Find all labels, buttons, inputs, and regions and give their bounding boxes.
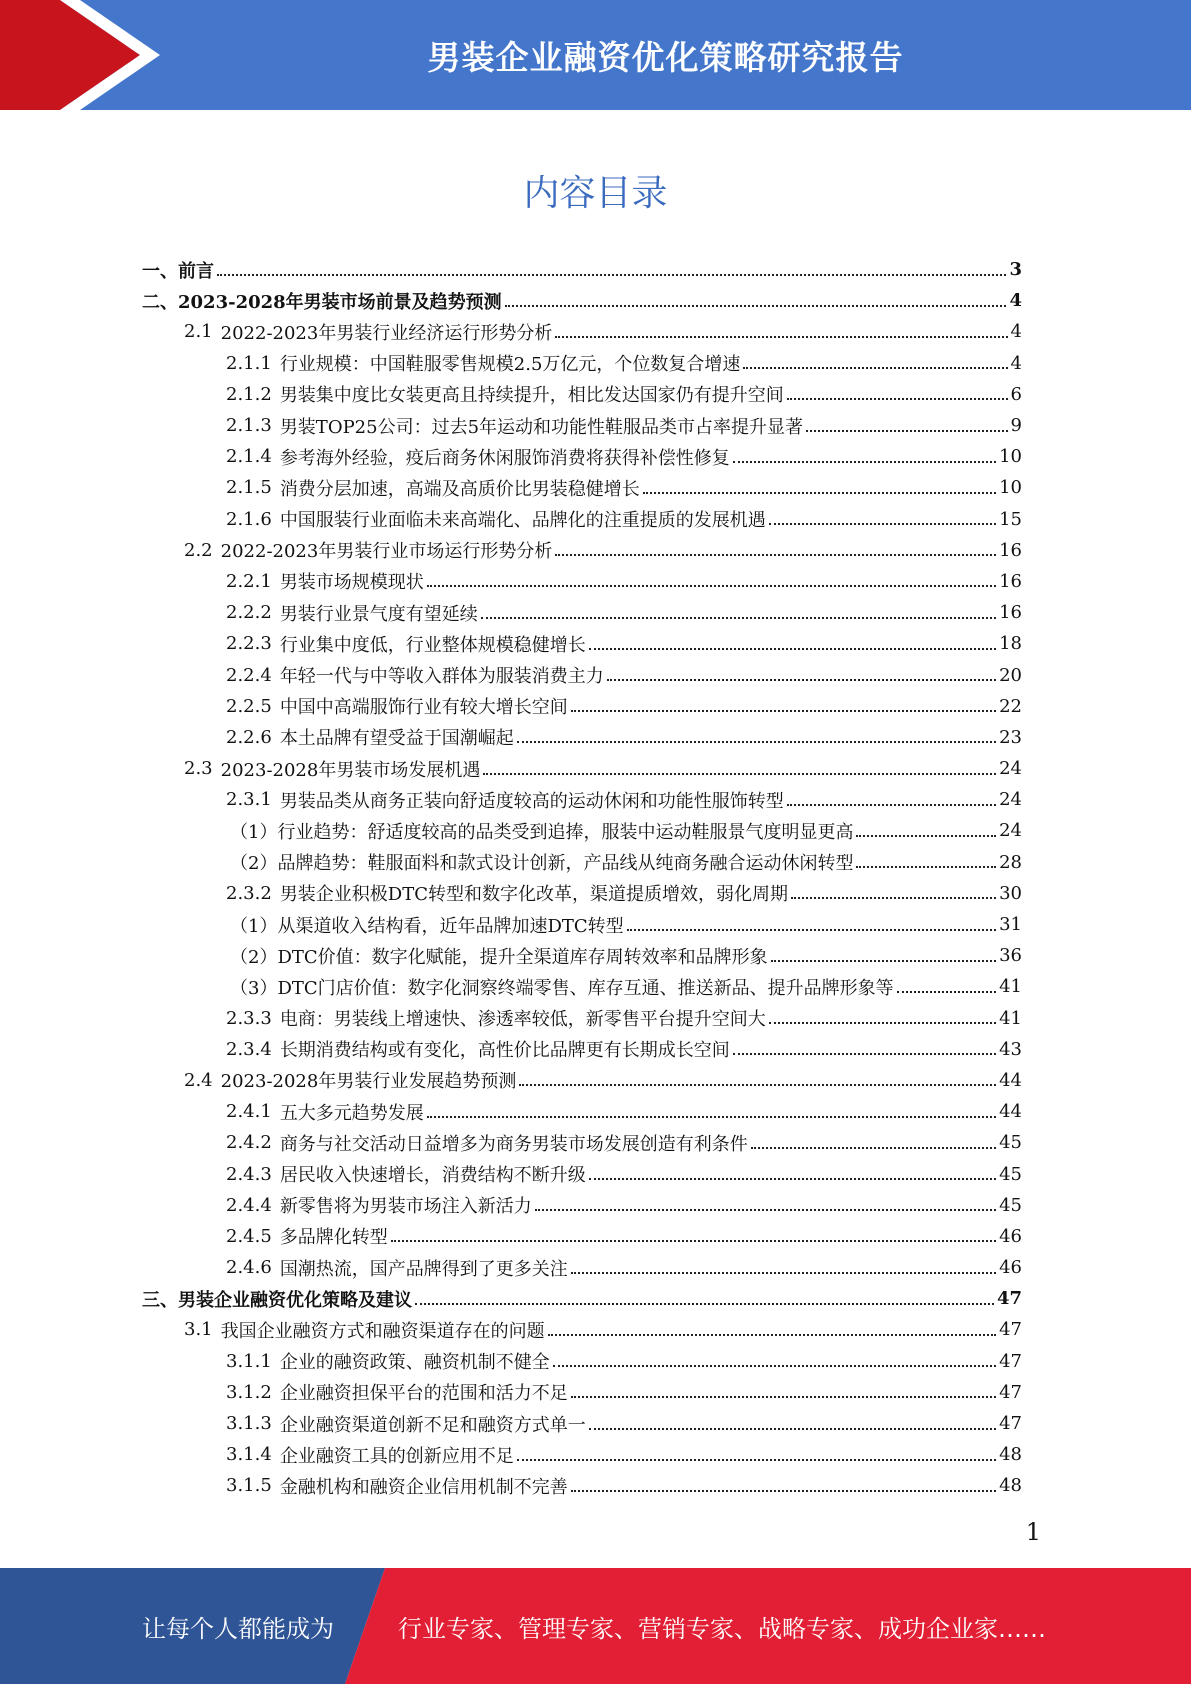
toc-entry-title: 中国中高端服饰行业有较大增长空间 <box>279 697 568 719</box>
toc-entry-number: 3.1 <box>184 1319 213 1341</box>
toc-entry-title: 企业融资工具的创新应用不足 <box>279 1445 514 1467</box>
toc-entry-number: 2.1.6 <box>226 508 272 530</box>
toc-entry[interactable] <box>142 1221 1022 1252</box>
toc-entry-number: 2.1.3 <box>226 415 272 437</box>
toc-entry-title: 从渠道收入结构看，近年品牌加速DTC转型 <box>277 915 624 937</box>
toc-entry[interactable] <box>142 285 1022 316</box>
toc-entry-number: 2.4.6 <box>226 1257 272 1279</box>
toc-entry-page: 44 <box>999 1101 1022 1123</box>
toc-entry[interactable] <box>142 504 1022 535</box>
toc-entry-page: 4 <box>1009 290 1022 312</box>
toc-entry-title: 行业规模：中国鞋服零售规模2.5万亿元，个位数复合增速 <box>279 354 741 376</box>
toc-entry-title: 2023-2028年男装市场前景及趋势预测 <box>178 291 502 313</box>
page-number: 1 <box>1025 1518 1041 1546</box>
toc-entry-title: 多品牌化转型 <box>279 1227 388 1249</box>
toc-entry-number: 2.4.2 <box>226 1132 272 1154</box>
toc-dot-leader <box>481 617 996 619</box>
toc-entry-title: 2023-2028年男装行业发展趋势预测 <box>220 1071 517 1093</box>
toc-entry-page: 10 <box>999 446 1022 468</box>
toc-entry-page: 4 <box>1010 321 1022 343</box>
toc-entry-number: 2.1.4 <box>226 446 272 468</box>
toc-entry-number: 2.3.3 <box>226 1007 272 1029</box>
toc-dot-leader <box>427 1116 996 1118</box>
toc-entry[interactable] <box>142 1096 1022 1127</box>
toc-dot-leader <box>743 367 1007 369</box>
toc-entry-title: 前言 <box>178 260 214 282</box>
toc-dot-leader <box>517 741 996 743</box>
toc-entry-number: （1） <box>230 821 278 843</box>
toc-entry[interactable] <box>142 940 1022 971</box>
toc-entry-title: 国潮热流，国产品牌得到了更多关注 <box>279 1258 568 1280</box>
toc-entry-title: 参考海外经验，疫后商务休闲服饰消费将获得补偿性修复 <box>279 447 730 469</box>
toc-entry[interactable] <box>142 566 1022 597</box>
toc-dot-leader <box>787 804 996 806</box>
toc-entry[interactable] <box>142 1283 1022 1314</box>
toc-entry[interactable] <box>142 659 1022 690</box>
toc-entry-title: 金融机构和融资企业信用机制不完善 <box>279 1476 568 1498</box>
toc-entry-title: 年轻一代与中等收入群体为服装消费主力 <box>279 666 604 688</box>
toc-entry-title: 我国企业融资方式和融资渠道存在的问题 <box>220 1320 545 1342</box>
toc-entry[interactable] <box>142 1377 1022 1408</box>
toc-entry-number: 2.4.5 <box>226 1225 272 1247</box>
toc-entry-number: 2.2.1 <box>226 570 272 592</box>
toc-dot-leader <box>571 1396 996 1398</box>
toc-entry-page: 20 <box>999 664 1022 686</box>
toc-entry-page: 36 <box>999 945 1022 967</box>
toc-entry-number: 三、 <box>142 1289 178 1311</box>
toc-entry-title: 品牌趋势：鞋服面料和款式设计创新，产品线从纯商务融合运动休闲转型 <box>277 853 854 875</box>
toc-entry-number: 2.1.5 <box>226 477 272 499</box>
toc-entry-title: 企业融资担保平台的范围和活力不足 <box>279 1383 568 1405</box>
toc-dot-leader <box>769 1022 996 1024</box>
toc-entry-page: 24 <box>999 820 1022 842</box>
table-of-contents <box>142 254 1022 1502</box>
toc-entry-page: 41 <box>999 1007 1022 1029</box>
toc-entry-page: 24 <box>999 758 1022 780</box>
toc-entry-number: 2.3 <box>184 758 213 780</box>
toc-entry-title: 商务与社交活动日益增多为商务男装市场发展创造有利条件 <box>279 1133 748 1155</box>
toc-entry-page: 41 <box>999 976 1022 998</box>
toc-entry-number: 2.2 <box>184 539 213 561</box>
toc-entry-page: 9 <box>1010 415 1022 437</box>
toc-entry-title: 本土品牌有望受益于国潮崛起 <box>279 728 514 750</box>
page-footer <box>0 1568 1191 1684</box>
toc-entry[interactable] <box>142 1346 1022 1377</box>
toc-entry-number: 3.1.3 <box>226 1413 272 1435</box>
toc-dot-leader <box>505 305 1007 307</box>
toc-entry-page: 47 <box>999 1319 1022 1341</box>
toc-entry-page: 31 <box>999 914 1022 936</box>
toc-entry-page: 45 <box>999 1163 1022 1185</box>
page-header <box>0 0 1191 110</box>
toc-entry-number: 2.2.5 <box>226 695 272 717</box>
toc-entry[interactable] <box>142 1252 1022 1283</box>
toc-entry[interactable] <box>142 1034 1022 1065</box>
toc-entry-title: 男装企业积极DTC转型和数字化改革，渠道提质增效，弱化周期 <box>279 884 789 906</box>
toc-dot-leader <box>589 1178 996 1180</box>
toc-dot-leader <box>517 1459 996 1461</box>
toc-dot-leader <box>415 1303 994 1305</box>
footer-slogan-right: 行业专家、管理专家、营销专家、战略专家、成功企业家…… <box>398 1614 1046 1643</box>
toc-entry-page: 46 <box>999 1257 1022 1279</box>
toc-entry[interactable] <box>142 847 1022 878</box>
toc-entry-number: 2.2.2 <box>226 602 272 624</box>
toc-entry[interactable] <box>142 1158 1022 1189</box>
toc-entry[interactable] <box>142 1003 1022 1034</box>
toc-entry-page: 47 <box>999 1350 1022 1372</box>
toc-entry[interactable] <box>142 878 1022 909</box>
toc-entry-page: 47 <box>999 1381 1022 1403</box>
toc-entry-title: 男装市场规模现状 <box>279 572 424 594</box>
toc-entry[interactable] <box>142 971 1022 1002</box>
toc-entry-number: 2.3.4 <box>226 1038 272 1060</box>
toc-entry-page: 15 <box>999 508 1022 530</box>
toc-dot-leader <box>751 1147 996 1149</box>
toc-entry-title: 消费分层加速，高端及高质价比男装稳健增长 <box>279 478 640 500</box>
toc-dot-leader <box>607 679 996 681</box>
toc-entry-title: 男装集中度比女装更高且持续提升，相比发达国家仍有提升空间 <box>279 385 784 407</box>
toc-entry-title: DTC门店价值：数字化洞察终端零售、库存互通、推送新品、提升品牌形象等 <box>277 977 894 999</box>
toc-dot-leader <box>806 430 1008 432</box>
toc-entry-page: 47 <box>999 1413 1022 1435</box>
toc-entry[interactable] <box>142 254 1022 285</box>
toc-dot-leader <box>548 1334 996 1336</box>
toc-entry-page: 16 <box>999 570 1022 592</box>
toc-entry-title: 企业的融资政策、融资机制不健全 <box>279 1352 550 1374</box>
toc-dot-leader <box>856 835 996 837</box>
toc-dot-leader <box>627 929 996 931</box>
toc-entry-number: 2.4.4 <box>226 1194 272 1216</box>
toc-entry[interactable] <box>142 1190 1022 1221</box>
toc-entry-number: 2.1.2 <box>226 383 272 405</box>
toc-entry[interactable] <box>142 722 1022 753</box>
toc-dot-leader <box>217 274 1006 276</box>
toc-entry-title: 2023-2028年男装市场发展机遇 <box>220 759 481 781</box>
toc-entry[interactable] <box>142 1127 1022 1158</box>
toc-dot-leader <box>555 554 996 556</box>
toc-entry-page: 4 <box>1010 352 1022 374</box>
toc-entry[interactable] <box>142 1314 1022 1345</box>
toc-entry[interactable] <box>142 1408 1022 1439</box>
toc-entry-number: 2.4 <box>184 1069 213 1091</box>
toc-entry-page: 3 <box>1009 259 1022 281</box>
toc-entry-number: （3） <box>230 977 278 999</box>
toc-dot-leader <box>391 1240 996 1242</box>
toc-entry-number: 3.1.5 <box>226 1475 272 1497</box>
toc-entry-number: 3.1.2 <box>226 1381 272 1403</box>
toc-entry-page: 45 <box>999 1194 1022 1216</box>
toc-dot-leader <box>535 1209 996 1211</box>
toc-entry[interactable] <box>142 753 1022 784</box>
toc-entry-page: 6 <box>1010 383 1022 405</box>
toc-entry[interactable] <box>142 1470 1022 1501</box>
toc-entry-number: 二、 <box>142 291 178 313</box>
toc-entry-title: 长期消费结构或有变化，高性价比品牌更有长期成长空间 <box>279 1040 730 1062</box>
toc-entry[interactable] <box>142 1065 1022 1096</box>
toc-entry-title: 电商：男装线上增速快、渗透率较低，新零售平台提升空间大 <box>279 1009 766 1031</box>
toc-entry[interactable] <box>142 815 1022 846</box>
toc-entry[interactable] <box>142 535 1022 566</box>
toc-dot-leader <box>791 897 996 899</box>
toc-entry-page: 24 <box>999 789 1022 811</box>
toc-dot-leader <box>571 1490 996 1492</box>
toc-entry[interactable] <box>142 909 1022 940</box>
toc-entry-number: 一、 <box>142 260 178 282</box>
toc-entry-title: DTC价值：数字化赋能，提升全渠道库存周转效率和品牌形象 <box>277 946 768 968</box>
toc-dot-leader <box>769 523 996 525</box>
toc-dot-leader <box>771 960 996 962</box>
toc-dot-leader <box>553 1365 996 1367</box>
report-title: 男装企业融资优化策略研究报告 <box>427 37 904 77</box>
toc-entry-number: （2） <box>230 853 278 875</box>
toc-entry-page: 10 <box>999 477 1022 499</box>
toc-entry[interactable] <box>142 441 1022 472</box>
toc-entry-number: 2.1 <box>184 321 213 343</box>
toc-entry-page: 48 <box>999 1475 1022 1497</box>
toc-entry[interactable] <box>142 597 1022 628</box>
toc-entry[interactable] <box>142 628 1022 659</box>
toc-entry-page: 46 <box>999 1225 1022 1247</box>
toc-entry-page: 45 <box>999 1132 1022 1154</box>
toc-entry-title: 男装行业景气度有望延续 <box>279 603 478 625</box>
toc-dot-leader <box>483 773 996 775</box>
toc-dot-leader <box>643 492 996 494</box>
toc-entry-number: （2） <box>230 946 278 968</box>
toc-entry-title: 男装TOP25公司：过去5年运动和功能性鞋服品类市占率提升显著 <box>279 416 804 438</box>
toc-entry-number: 2.2.6 <box>226 726 272 748</box>
toc-entry-number: 2.4.3 <box>226 1163 272 1185</box>
toc-entry-number: 3.1.1 <box>226 1350 272 1372</box>
toc-entry-number: 2.2.3 <box>226 633 272 655</box>
toc-entry-page: 23 <box>999 726 1022 748</box>
toc-entry-number: 2.4.1 <box>226 1101 272 1123</box>
toc-dot-leader <box>733 461 996 463</box>
toc-entry-number: 2.3.1 <box>226 789 272 811</box>
toc-dot-leader <box>571 710 996 712</box>
footer-slogan-left: 让每个人都能成为 <box>142 1614 334 1643</box>
toc-entry-title: 五大多元趋势发展 <box>279 1102 424 1124</box>
toc-entry-title: 行业趋势：舒适度较高的品类受到追捧，服装中运动鞋服景气度明显更高 <box>277 821 854 843</box>
toc-entry[interactable] <box>142 379 1022 410</box>
toc-entry-title: 行业集中度低，行业整体规模稳健增长 <box>279 634 586 656</box>
toc-entry-page: 30 <box>999 882 1022 904</box>
toc-entry[interactable] <box>142 410 1022 441</box>
toc-entry-number: 2.1.1 <box>226 352 272 374</box>
toc-dot-leader <box>589 1428 996 1430</box>
toc-entry-title: 男装企业融资优化策略及建议 <box>178 1289 412 1311</box>
toc-entry-number: 2.3.2 <box>226 882 272 904</box>
toc-entry[interactable] <box>142 691 1022 722</box>
toc-entry[interactable] <box>142 784 1022 815</box>
toc-entry-page: 47 <box>996 1288 1022 1310</box>
toc-dot-leader <box>427 585 996 587</box>
toc-dot-leader <box>787 398 1008 400</box>
toc-dot-leader <box>733 1053 996 1055</box>
toc-dot-leader <box>571 1272 996 1274</box>
toc-entry[interactable] <box>142 1439 1022 1470</box>
toc-entry[interactable] <box>142 348 1022 379</box>
toc-dot-leader <box>589 648 996 650</box>
toc-heading: 内容目录 <box>523 173 668 214</box>
toc-entry-page: 48 <box>999 1444 1022 1466</box>
toc-entry-page: 16 <box>999 602 1022 624</box>
toc-entry-title: 男装品类从商务正装向舒适度较高的运动休闲和功能性服饰转型 <box>279 790 784 812</box>
toc-entry-number: （1） <box>230 915 278 937</box>
toc-entry-page: 18 <box>999 633 1022 655</box>
toc-entry-title: 新零售将为男装市场注入新活力 <box>279 1196 532 1218</box>
toc-dot-leader <box>555 336 1007 338</box>
toc-entry-page: 22 <box>999 695 1022 717</box>
toc-dot-leader <box>856 866 996 868</box>
toc-entry-page: 44 <box>999 1069 1022 1091</box>
toc-entry-title: 企业融资渠道创新不足和融资方式单一 <box>279 1414 586 1436</box>
toc-entry-number: 2.2.4 <box>226 664 272 686</box>
toc-entry-title: 2022-2023年男装行业经济运行形势分析 <box>220 322 553 344</box>
toc-entry-title: 2022-2023年男装行业市场运行形势分析 <box>220 541 553 563</box>
toc-entry-number: 3.1.4 <box>226 1444 272 1466</box>
toc-entry-title: 居民收入快速增长，消费结构不断升级 <box>279 1165 586 1187</box>
toc-dot-leader <box>897 991 996 993</box>
toc-entry[interactable] <box>142 472 1022 503</box>
toc-entry-page: 16 <box>999 539 1022 561</box>
toc-entry-title: 中国服装行业面临未来高端化、品牌化的注重提质的发展机遇 <box>279 510 766 532</box>
toc-dot-leader <box>519 1084 996 1086</box>
toc-entry-page: 28 <box>999 851 1022 873</box>
toc-entry[interactable] <box>142 316 1022 347</box>
toc-entry-page: 43 <box>999 1038 1022 1060</box>
